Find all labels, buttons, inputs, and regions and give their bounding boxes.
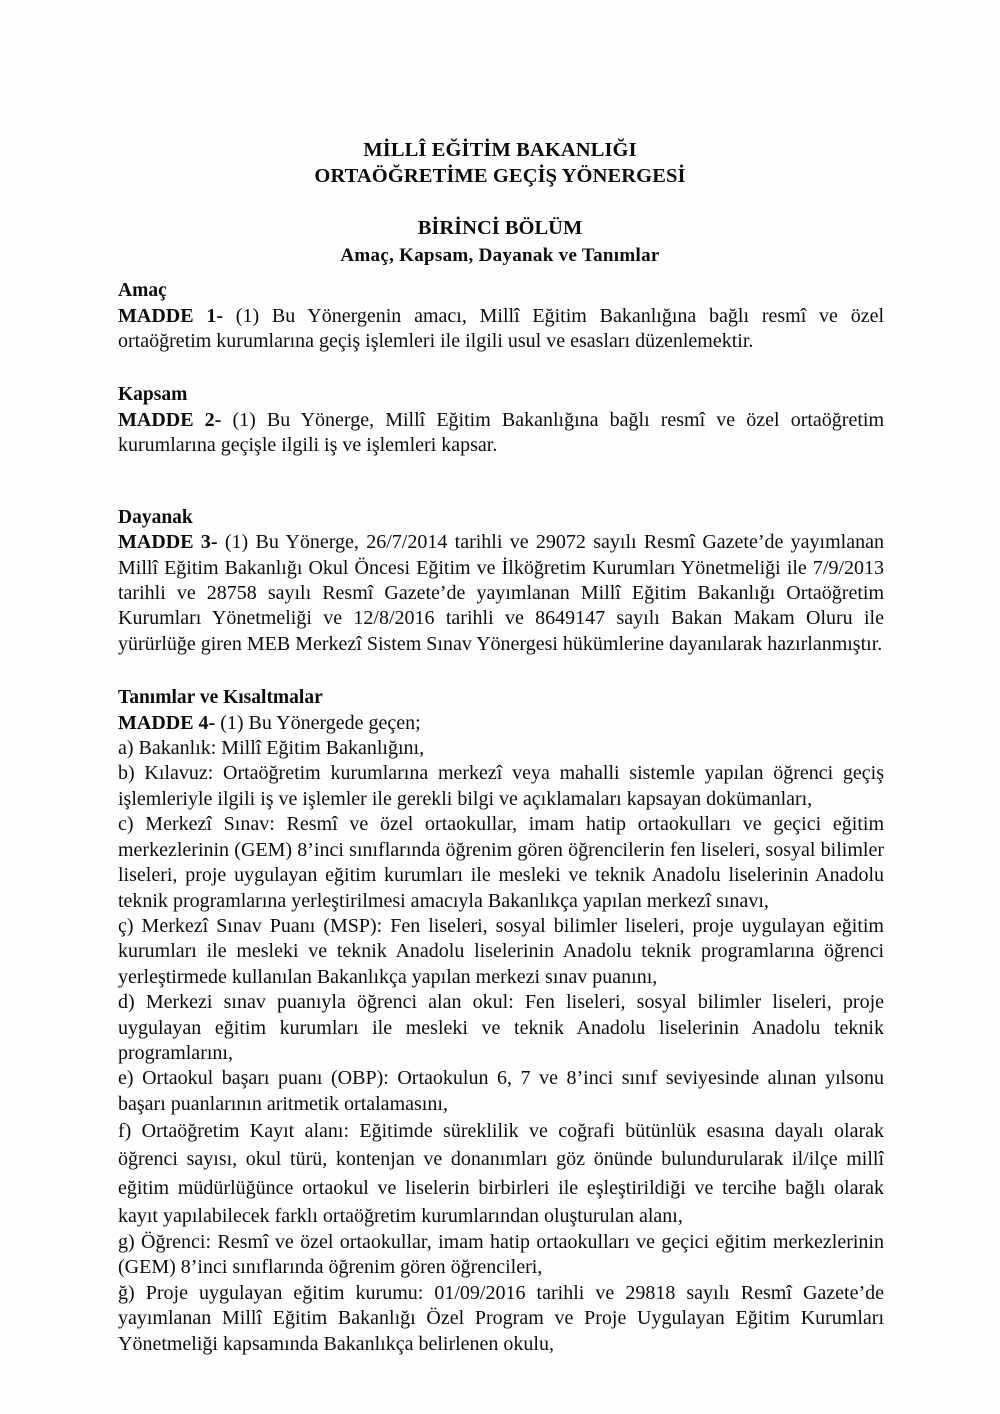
article-lead-madde-1: MADDE 1- — [118, 304, 223, 327]
definition-item-c: c) Merkezî Sınav: Resmî ve özel ortaokullar, imam hatip ortaokulları ve geçici eğitim merkezlerinin (GEM) 8’inci sınıflarında öğrenim gören öğrencilerin fen liseleri, sosyal bilimler liseleri, proje uygulayan eğitim kurumları ile mesleki ve teknik Anadolu liselerinin Anadolu teknik programlarına yerleştirilmesi amacıyla Bakanlıkça yapılan merkezî sınavı, — [118, 813, 884, 912]
spacer — [118, 657, 884, 685]
definition-item-g-breve: ğ) Proje uygulayan eğitim kurumu: 01/09/2016 tarihli ve 29818 sayılı Resmî Gazete’de yayımlanan Millî Eğitim Bakanlığı Özel Program ve Proje Uygulayan Eğitim Kurumları Yönetmeliği kapsamında Bakanlıkça belirlenen okulu, — [118, 1281, 884, 1355]
definition-item-d: d) Merkezi sınav puanıyla öğrenci alan okul: Fen liseleri, sosyal bilimler liseleri, proje uygulayan eğitim kurumları ile mesleki ve teknik Anadolu liselerinin Anadolu teknik programlarını, — [118, 991, 884, 1064]
spacer — [118, 459, 884, 505]
definition-item-e: e) Ortaokul başarı puanı (OBP): Ortaokulun 6, 7 ve 8’inci sınıf seviyesinde alınan yılsonu başarı puanlarının aritmetik ortalamasını, — [118, 1067, 884, 1115]
document-title-line-1: MİLLÎ EĞİTİM BAKANLIĞI — [363, 139, 637, 161]
article-text-madde-1: (1) Bu Yönergenin amacı, Millî Eğitim Bakanlığına bağlı resmî ve özel ortaöğretim kurumlarına geçiş işlemleri ile ilgili usul ve esasları düzenlemektir. — [118, 304, 884, 352]
section-subheading: Amaç, Kapsam, Dayanak ve Tanımlar — [340, 245, 660, 266]
article-lead-madde-4: MADDE 4- — [118, 711, 216, 734]
article-paragraph-amac — [118, 304, 884, 355]
article-paragraph-dayanak — [118, 530, 884, 657]
article-heading-amac: Amaç — [118, 280, 167, 301]
article-heading-kapsam: Kapsam — [118, 384, 188, 406]
article-paragraph-kapsam — [118, 408, 884, 459]
document-title-line-2: ORTAÖĞRETİME GEÇİŞ YÖNERGESİ — [314, 165, 686, 187]
section-heading: BİRİNCİ BÖLÜM — [417, 217, 583, 239]
definition-item-f: f) Ortaöğretim Kayıt alanı: Eğitimde süreklilik ve coğrafi bütünlük esasına dayalı olarak öğrenci sayısı, okul türü, kontenjan ve donanımları göz önünde bulundurularak il/ilçe millî eğitim müdürlüğünce ortaokul ve liselerin birbirleri ile eşleştirildiği ve tercihe bağlı olarak kayıt yapılabilecek farklı ortaöğretim kurumlarından oluşturulan alanı, — [118, 1120, 884, 1227]
article-heading-dayanak: Dayanak — [118, 506, 193, 528]
article-text-madde-4: (1) Bu Yönergede geçen; — [215, 711, 421, 734]
definition-item-a: a) Bakanlık: Millî Eğitim Bakanlığını, — [118, 737, 425, 760]
spacer — [118, 354, 884, 382]
article-paragraph-tanimlar — [118, 711, 884, 736]
definition-item-g: g) Öğrenci: Resmî ve özel ortaokullar, imam hatip ortaokulları ve geçici eğitim merkezlerinin (GEM) 8’inci sınıflarında öğrenim gören öğrencileri, — [118, 1230, 884, 1279]
article-heading-tanimlar: Tanımlar ve Kısaltmalar — [118, 687, 323, 709]
article-lead-madde-3: MADDE 3- — [118, 531, 218, 554]
article-text-madde-3: (1) Bu Yönerge, 26/7/2014 tarihli ve 29072 sayılı Resmî Gazete’de yayımlanan Millî Eğitim Bakanlığı Okul Öncesi Eğitim ve İlköğretim Kurumları Yönetmeliği ile 7/9/2013 tarihli ve 28758 sayılı Resmî Gazete’de yayımlanan Millî Eğitim Bakanlığı Ortaöğretim Kurumları Yönetmeliği ve 12/8/2016 tarihli ve 8649147 sayılı Bakan Makam Oluru ile yürürlüğe giren MEB Merkezî Sistem Sınav Yönergesi hükümlerine dayanılarak hazırlanmıştır. — [118, 531, 884, 655]
article-lead-madde-2: MADDE 2- — [118, 408, 222, 431]
article-text-madde-2: (1) Bu Yönerge, Millî Eğitim Bakanlığına bağlı resmî ve özel ortaöğretim kurumlarına geçişle ilgili iş ve işlemleri kapsar. — [118, 408, 884, 457]
definition-item-c-cedilla: ç) Merkezî Sınav Puanı (MSP): Fen liseleri, sosyal bilimler liseleri, proje uygulayan eğitim kurumları ile mesleki ve teknik Anadolu liselerinin Anadolu teknik programlarına öğrenci yerleştirmede kullanılan Bakanlıkça yapılan merkezi sınav puanını, — [118, 914, 884, 988]
document-title-block — [0, 0, 1000, 269]
section-title-block — [0, 215, 1000, 269]
document-body — [118, 278, 884, 1357]
definition-item-b: b) Kılavuz: Ortaöğretim kurumlarına merkezî veya mahalli sistemle yapılan öğrenci geçiş işlemleriyle ilgili iş ve işlemler ile gerekli bilgi ve açıklamaları kapsayan dokümanları, — [118, 762, 884, 810]
